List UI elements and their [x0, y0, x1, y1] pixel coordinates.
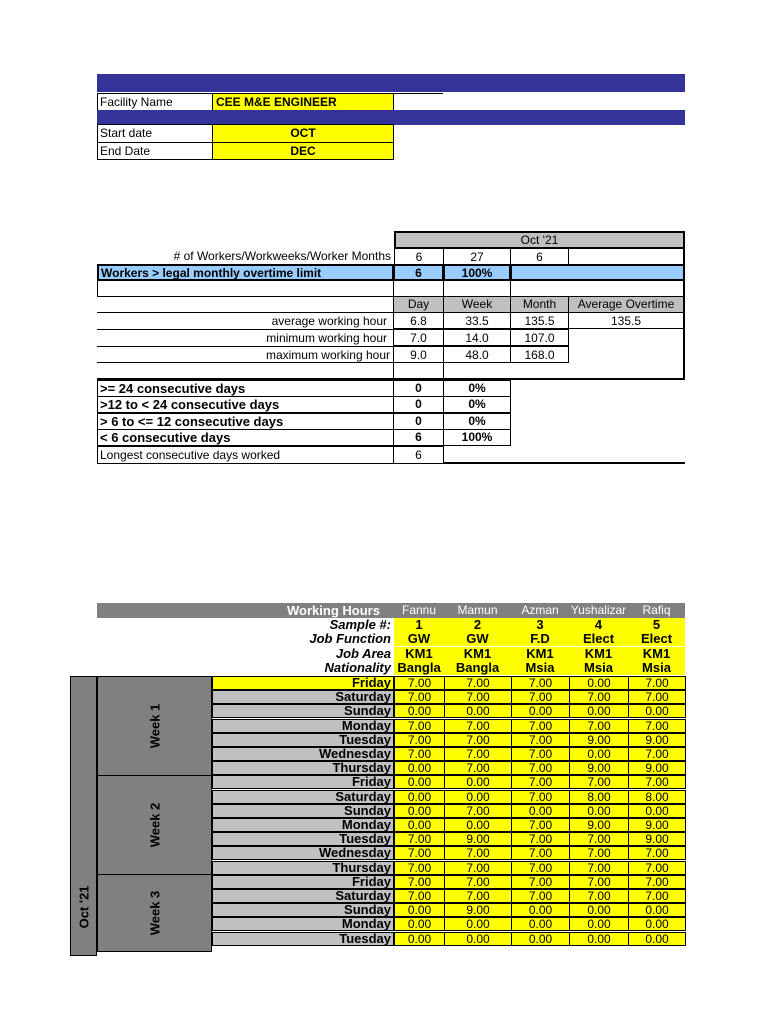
hours-cell[interactable]: 0.00 [569, 704, 629, 718]
day-label: Monday [212, 917, 394, 931]
hours-cell[interactable]: 7.00 [511, 832, 570, 846]
nationality-row [97, 661, 685, 675]
hours-cell[interactable]: 7.00 [569, 719, 629, 733]
hours-cell[interactable]: 7.00 [569, 832, 629, 846]
blank-row [97, 280, 394, 297]
hours-cell[interactable]: 7.00 [569, 690, 629, 704]
hours-cell[interactable]: 7.00 [444, 804, 512, 818]
worker-name: Fannu [401, 603, 437, 617]
job-area-label: Job Area [335, 646, 391, 661]
counts-extra-cell [568, 248, 685, 265]
hours-cell[interactable]: 8.00 [569, 790, 629, 804]
table-row [212, 719, 685, 733]
counts-label: # of Workers/Workweeks/Worker Months [97, 248, 393, 265]
hours-cell[interactable]: 9.00 [628, 733, 686, 747]
hours-cell[interactable]: 0.00 [444, 932, 512, 946]
hours-cell[interactable]: 7.00 [511, 889, 570, 903]
day-label: Friday [212, 875, 394, 889]
hours-cell[interactable]: 0.00 [394, 818, 445, 832]
hours-cell[interactable]: 7.00 [628, 875, 686, 889]
week-block [97, 874, 212, 952]
longest-label: Longest consecutive days worked [97, 446, 394, 464]
hours-cell[interactable]: 7.00 [444, 690, 512, 704]
avg-label: average working hour [97, 312, 393, 329]
nationality-value: Msia [628, 661, 685, 675]
sample-number-value: 3 [511, 618, 569, 632]
day-label: Tuesday [212, 733, 394, 747]
nationality-value: Msia [511, 661, 569, 675]
hours-cell[interactable]: 7.00 [511, 818, 570, 832]
hours-cell[interactable]: 0.00 [628, 932, 686, 946]
hours-cell[interactable]: 7.00 [444, 761, 512, 775]
week-label: Week 1 [147, 703, 162, 749]
hours-cell[interactable]: 9.00 [569, 733, 629, 747]
table-row [212, 861, 685, 875]
hours-cell[interactable]: 7.00 [394, 690, 445, 704]
day-label: Thursday [212, 761, 394, 775]
consecutive-count: 0 [393, 380, 444, 397]
hours-cell[interactable]: 7.00 [569, 775, 629, 789]
hours-cell[interactable]: 7.00 [628, 846, 686, 860]
nationality-label: Nationality [324, 660, 391, 675]
table-row [212, 804, 685, 818]
consecutive-label: >= 24 consecutive days [97, 380, 394, 397]
end-date-label: End Date [97, 142, 213, 160]
day-label: Tuesday [212, 832, 394, 846]
hours-cell[interactable]: 7.00 [511, 846, 570, 860]
hours-cell[interactable]: 7.00 [628, 690, 686, 704]
day-label: Thursday [212, 861, 394, 875]
consecutive-pct: 100% [443, 429, 511, 446]
hours-cell[interactable]: 7.00 [628, 775, 686, 789]
hours-cell[interactable]: 0.00 [569, 917, 629, 931]
min-label: minimum working hour [97, 329, 393, 346]
day-label: Tuesday [212, 932, 394, 946]
job-area-value: KM1 [628, 647, 685, 661]
job-function-value: GW [444, 632, 511, 646]
consecutive-pct: 0% [443, 413, 511, 430]
col-header-day: Day [393, 296, 444, 313]
table-row [212, 903, 685, 917]
hours-cell[interactable]: 7.00 [628, 747, 686, 761]
start-date-value[interactable]: OCT [212, 124, 394, 143]
job-function-value: F.D [511, 632, 569, 646]
hours-cell[interactable]: 7.00 [394, 733, 445, 747]
hours-cell[interactable]: 7.00 [394, 861, 445, 875]
table-row [212, 875, 685, 889]
job-area-value: KM1 [394, 647, 444, 661]
header-bar-top [97, 74, 685, 92]
hours-cell[interactable]: 0.00 [628, 917, 686, 931]
table-row [212, 818, 685, 832]
hours-cell[interactable]: 7.00 [394, 832, 445, 846]
header-bar-second [97, 110, 685, 125]
blank-row-cell-c [510, 280, 685, 297]
hours-cell[interactable]: 7.00 [628, 861, 686, 875]
hours-cell[interactable]: 0.00 [444, 704, 512, 718]
hours-cell[interactable]: 0.00 [394, 804, 445, 818]
hours-cell[interactable]: 7.00 [394, 889, 445, 903]
overtime-extra-cell [510, 264, 685, 281]
month-label: Oct '21 [76, 885, 91, 929]
worker-name: Rafiq [642, 603, 671, 617]
hours-cell[interactable]: 7.00 [511, 875, 570, 889]
hours-cell[interactable]: 9.00 [628, 761, 686, 775]
hours-cell[interactable]: 0.00 [394, 917, 445, 931]
hours-cell[interactable]: 9.00 [444, 832, 512, 846]
hours-cell[interactable]: 7.00 [569, 861, 629, 875]
hours-cell[interactable]: 7.00 [444, 861, 512, 875]
worker-name: Azman [521, 603, 559, 617]
hours-cell[interactable]: 0.00 [511, 932, 570, 946]
hours-cell[interactable]: 0.00 [569, 932, 629, 946]
table-row [212, 690, 685, 704]
day-label: Saturday [212, 690, 394, 704]
sample-number-value: 2 [444, 618, 511, 632]
job-area-value: KM1 [569, 647, 628, 661]
sample-number-value: 4 [569, 618, 628, 632]
week-label: Week 2 [147, 802, 162, 848]
sample-number-label: Sample #: [329, 617, 391, 632]
max-week: 48.0 [443, 346, 511, 363]
hours-cell[interactable]: 7.00 [394, 875, 445, 889]
overtime-pct: 100% [443, 264, 511, 281]
longest-value: 6 [393, 446, 444, 464]
consecutive-label: > 6 to <= 12 consecutive days [97, 413, 394, 430]
hours-cell[interactable]: 7.00 [511, 790, 570, 804]
week-block [97, 676, 212, 776]
table-row [212, 747, 685, 761]
table-row [212, 917, 685, 931]
table-row [212, 761, 685, 775]
avg-overtime: 135.5 [568, 312, 685, 329]
hours-cell[interactable]: 0.00 [394, 775, 445, 789]
hours-cell[interactable]: 7.00 [444, 676, 512, 690]
hours-cell[interactable]: 0.00 [569, 747, 629, 761]
consecutive-count: 0 [393, 413, 444, 430]
job-area-value: KM1 [511, 647, 569, 661]
facility-value[interactable]: CEE M&E ENGINEER [212, 93, 394, 111]
hours-cell[interactable]: 7.00 [394, 719, 445, 733]
day-label: Saturday [212, 889, 394, 903]
day-label: Sunday [212, 804, 394, 818]
hours-cell[interactable]: 0.00 [569, 903, 629, 917]
hours-cell[interactable]: 0.00 [511, 917, 570, 931]
table-row [212, 889, 685, 903]
hours-cell[interactable]: 7.00 [394, 676, 445, 690]
hours-cell[interactable]: 7.00 [444, 747, 512, 761]
consecutive-pct: 0% [443, 380, 511, 397]
summary-right-border [683, 329, 685, 380]
hours-cell[interactable]: 7.00 [444, 719, 512, 733]
hours-cell[interactable]: 7.00 [511, 775, 570, 789]
hours-cell[interactable]: 7.00 [444, 875, 512, 889]
hours-cell[interactable]: 7.00 [628, 719, 686, 733]
day-label: Friday [212, 676, 394, 690]
hours-cell[interactable]: 0.00 [511, 804, 570, 818]
facility-label: Facility Name [97, 93, 213, 111]
month-header: Oct '21 [394, 231, 685, 249]
table-row [212, 846, 685, 860]
hours-cell[interactable]: 7.00 [444, 733, 512, 747]
consecutive-pct: 0% [443, 396, 511, 413]
consecutive-count: 0 [393, 396, 444, 413]
sample-number-value: 5 [628, 618, 685, 632]
job-function-label: Job Function [309, 631, 391, 646]
hours-cell[interactable]: 0.00 [569, 676, 629, 690]
hours-cell[interactable]: 7.00 [628, 676, 686, 690]
hours-cell[interactable]: 7.00 [444, 889, 512, 903]
day-label: Friday [212, 775, 394, 789]
table-row [212, 733, 685, 747]
avg-week: 33.5 [443, 312, 511, 329]
sample-number-row [97, 618, 685, 632]
job-function-value: Elect [569, 632, 628, 646]
hours-cell[interactable]: 7.00 [569, 875, 629, 889]
consecutive-label: < 6 consecutive days [97, 429, 394, 446]
hours-cell[interactable]: 9.00 [569, 761, 629, 775]
start-date-label: Start date [97, 124, 213, 143]
col-header-month: Month [510, 296, 569, 313]
min-month: 107.0 [510, 329, 569, 346]
table-row [212, 790, 685, 804]
avg-month: 135.5 [510, 312, 569, 329]
hours-cell[interactable]: 7.00 [511, 719, 570, 733]
day-label: Sunday [212, 704, 394, 718]
hours-cell[interactable]: 0.00 [444, 818, 512, 832]
day-label: Monday [212, 818, 394, 832]
hours-cell[interactable]: 9.00 [444, 903, 512, 917]
hours-cell[interactable]: 7.00 [511, 761, 570, 775]
day-label: Wednesday [212, 846, 394, 860]
job-function-value: GW [394, 632, 444, 646]
worker-name: Yushalizar [570, 603, 627, 617]
hours-cell[interactable]: 7.00 [511, 690, 570, 704]
nationality-value: Bangla [444, 661, 511, 675]
blank-row-cell-a [393, 280, 444, 297]
hours-cell[interactable]: 0.00 [444, 775, 512, 789]
hours-cell[interactable]: 0.00 [628, 704, 686, 718]
overtime-label: Workers > legal monthly overtime limit [97, 264, 394, 281]
table-row [212, 775, 685, 789]
hours-cell[interactable]: 0.00 [511, 903, 570, 917]
max-day: 9.0 [393, 346, 444, 363]
hours-cell[interactable]: 7.00 [511, 733, 570, 747]
hours-cell[interactable]: 7.00 [394, 747, 445, 761]
hours-cell[interactable]: 7.00 [394, 846, 445, 860]
hours-cell[interactable]: 0.00 [444, 790, 512, 804]
hours-cell[interactable]: 9.00 [569, 818, 629, 832]
hours-cell[interactable]: 7.00 [511, 747, 570, 761]
col-header-average-overtime: Average Overtime [568, 296, 685, 313]
avg-day: 6.8 [393, 312, 444, 329]
col-header-week: Week [443, 296, 511, 313]
hours-cell[interactable]: 7.00 [511, 676, 570, 690]
longest-bottom-line [443, 462, 685, 464]
hours-cell[interactable]: 7.00 [511, 861, 570, 875]
worker-name: Mamun [457, 603, 498, 617]
max-month: 168.0 [510, 346, 569, 363]
nationality-value: Bangla [394, 661, 444, 675]
hours-cell[interactable]: 0.00 [394, 903, 445, 917]
min-week: 14.0 [443, 329, 511, 346]
month-block [70, 676, 97, 956]
hours-cell[interactable]: 7.00 [444, 846, 512, 860]
hours-cell[interactable]: 7.00 [628, 889, 686, 903]
table-row [212, 676, 685, 690]
job-function-row [97, 632, 685, 646]
hours-cell[interactable]: 9.00 [628, 832, 686, 846]
day-label: Monday [212, 719, 394, 733]
day-label: Wednesday [212, 747, 394, 761]
hours-cell[interactable]: 7.00 [569, 846, 629, 860]
consecutive-count: 6 [393, 429, 444, 446]
working-hours-header [97, 603, 685, 618]
table-row [212, 932, 685, 946]
working-hours-title: Working Hours [287, 603, 380, 618]
max-label: maximum working hour [97, 346, 393, 363]
hours-cell[interactable]: 0.00 [394, 704, 445, 718]
table-row [212, 832, 685, 846]
hours-cell[interactable]: 9.00 [628, 818, 686, 832]
consecutive-label: >12 to < 24 consecutive days [97, 396, 394, 413]
hours-cell[interactable]: 7.00 [569, 889, 629, 903]
table-row [212, 704, 685, 718]
nationality-value: Msia [569, 661, 628, 675]
hours-cell[interactable]: 0.00 [394, 790, 445, 804]
workers-count: 6 [394, 248, 444, 265]
job-area-row [97, 647, 685, 661]
workweeks-count: 27 [443, 248, 511, 265]
min-day: 7.0 [393, 329, 444, 346]
day-label: Saturday [212, 790, 394, 804]
facility-extra-cell [393, 93, 443, 111]
hours-cell[interactable]: 8.00 [628, 790, 686, 804]
blank-row-cell-b [443, 280, 511, 297]
hours-cell[interactable]: 0.00 [511, 704, 570, 718]
job-function-value: Elect [628, 632, 685, 646]
job-area-value: KM1 [444, 647, 511, 661]
week-label: Week 3 [147, 890, 162, 936]
worker-months-count: 6 [510, 248, 569, 265]
sample-number-value: 1 [394, 618, 444, 632]
end-date-value[interactable]: DEC [212, 142, 394, 160]
hours-cell[interactable]: 0.00 [628, 804, 686, 818]
hours-cell[interactable]: 0.00 [394, 932, 445, 946]
week-block [97, 775, 212, 875]
day-label: Sunday [212, 903, 394, 917]
hours-cell[interactable]: 0.00 [444, 917, 512, 931]
hours-cell[interactable]: 0.00 [394, 761, 445, 775]
overtime-count: 6 [393, 264, 444, 281]
hours-cell[interactable]: 0.00 [569, 804, 629, 818]
hours-cell[interactable]: 0.00 [628, 903, 686, 917]
